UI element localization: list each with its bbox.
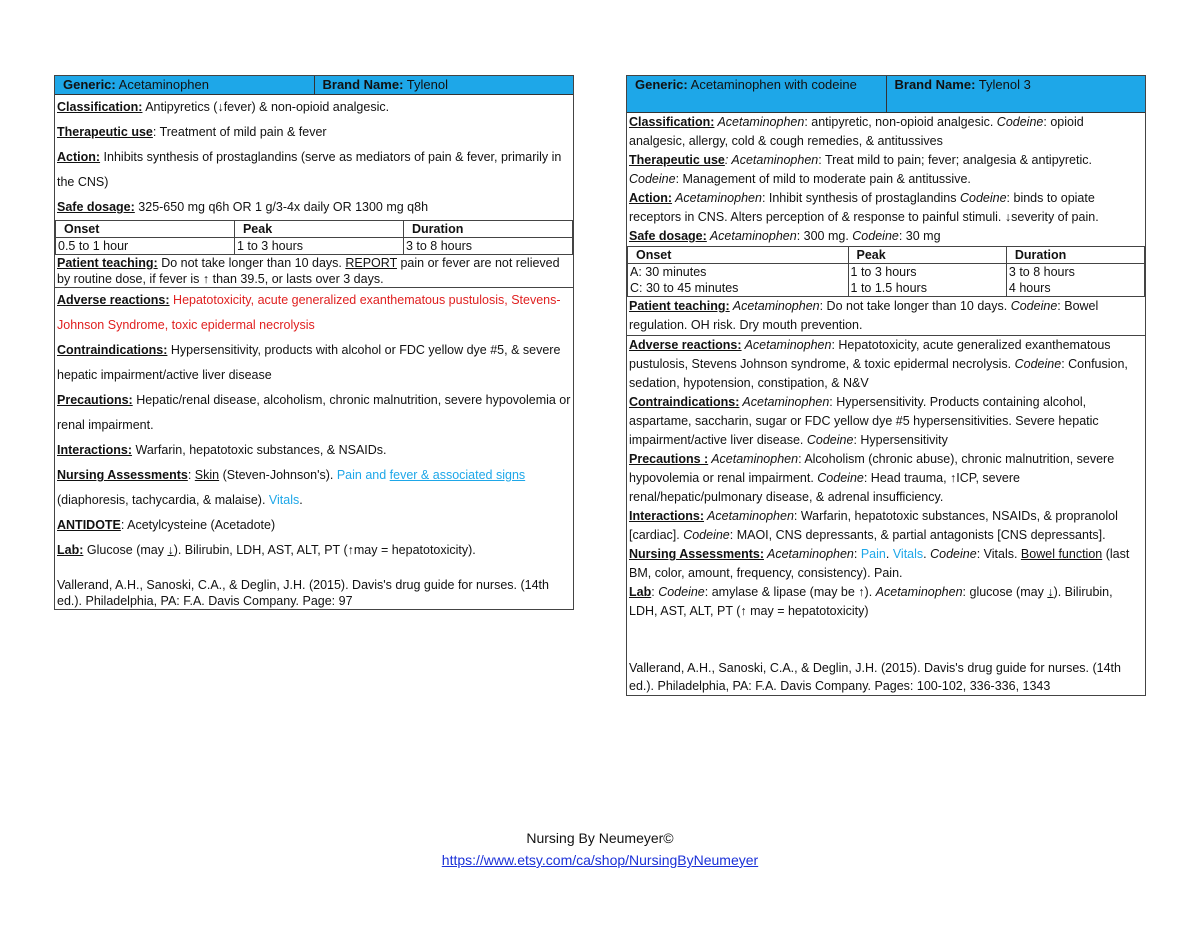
- nursing-assessments: Nursing Assessments: Acetaminophen: Pain. Vitals. Codeine: Vitals. Bowel function (last BM, color, amount, frequency, consistency). Pain.: [629, 547, 1130, 580]
- precautions: Precautions : Acetaminophen: Alcoholism (chronic abuse), chronic malnutrition, severe hypovolemia or renal impairment. Codeine: Head trauma, ↑ICP, severe renal/hepatic/pulmonary disease, & adrenal insufficiency.: [629, 452, 1115, 504]
- generic-name-cell: Generic: Acetaminophen with codeine: [635, 77, 857, 92]
- footer-shop-link[interactable]: https://www.etsy.com/ca/shop/NursingByNeumeyer: [441, 852, 759, 868]
- safe-dosage: Safe dosage: 325-650 mg q6h OR 1 g/3-4x daily OR 1300 mg q8h: [57, 200, 429, 214]
- lab: Lab: Glucose (may ↓). Bilirubin, LDH, AST, ALT, PT (↑may = hepatotoxicity).: [57, 543, 476, 557]
- peak-header: Peak: [234, 221, 403, 238]
- contraindications: Contraindications: Hypersensitivity, products with alcohol or FDC yellow dye #5, & severe hepatic impairment/active liver disease: [57, 343, 561, 382]
- drug-card-acetaminophen: [54, 75, 574, 610]
- therapeutic-use: Therapeutic use: Acetaminophen: Treat mild to pain; fever; analgesia & antipyretic. Codeine: Management of mild to moderate pain & antitussive.: [629, 153, 1092, 186]
- action: Action: Acetaminophen: Inhibit synthesis of prostaglandins Codeine: binds to opiate receptors in CNS. Alters perception of & response to painful stimuli. ↓severity of pain.: [629, 191, 1099, 224]
- brand-name-cell: Brand Name: Tylenol 3: [886, 76, 1146, 112]
- citation: Vallerand, A.H., Sanoski, C.A., & Deglin, J.H. (2015). Davis's drug guide for nurses. (14th ed.). Philadelphia, PA: F.A. Davis Company. Page: 97: [57, 578, 549, 608]
- brand-name-cell: Brand Name: Tylenol: [314, 76, 574, 94]
- adverse-reactions: Adverse reactions: Hepatotoxicity, acute generalized exanthematous pustulosis, Stevens-Johnson Syndrome, toxic epidermal necrolysis: [57, 293, 561, 332]
- interactions: Interactions: Warfarin, hepatotoxic substances, & NSAIDs.: [57, 443, 387, 457]
- footer-author: Nursing By Neumeyer©: [526, 830, 674, 846]
- table-row: 0.5 to 1 hour 1 to 3 hours 3 to 8 hours: [56, 238, 573, 255]
- safe-dosage: Safe dosage: Acetaminophen: 300 mg. Codeine: 30 mg: [629, 229, 941, 243]
- therapeutic-use: Therapeutic use: Treatment of mild pain & fever: [57, 125, 327, 139]
- drug-card-acetaminophen-codeine: [626, 75, 1146, 696]
- generic-name-cell: Generic: Acetaminophen: [63, 77, 209, 92]
- onset-header: Onset: [56, 221, 235, 238]
- action: Action: Inhibits synthesis of prostaglandins (serve as mediators of pain & fever, primarily in the CNS): [57, 150, 562, 189]
- peak-header: Peak: [848, 247, 1006, 264]
- onset-peak-duration-table: [627, 246, 1145, 297]
- duration-header: Duration: [403, 221, 572, 238]
- card-header: [55, 76, 573, 95]
- patient-teaching: Patient teaching: Acetaminophen: Do not take longer than 10 days. Codeine: Bowel regulation. OH risk. Dry mouth prevention.: [629, 299, 1099, 332]
- nursing-assessments: Nursing Assessments: Skin (Steven-Johnson's). Pain and fever & associated signs (diaphoresis, tachycardia, & malaise). Vitals.: [57, 468, 526, 507]
- classification: Classification: Acetaminophen: antipyretic, non-opioid analgesic. Codeine: opioid analgesic, allergy, cold & cough remedies, & antitussives: [629, 115, 1084, 148]
- onset-header: Onset: [628, 247, 849, 264]
- card-body-lower: [55, 255, 573, 609]
- adverse-reactions: Adverse reactions: Acetaminophen: Hepatotoxicity, acute generalized exanthematous pustulosis, Stevens Johnson syndrome, & toxic epidermal necrolysis. Codeine: Confusion, sedation, hypotension, constipation, & N&V: [629, 338, 1128, 390]
- lab: Lab: Codeine: amylase & lipase (may be ↑). Acetaminophen: glucose (may ↓). Bilirubin, LDH, AST, ALT, PT (↑ may = hepatotoxicity): [629, 585, 1113, 618]
- interactions: Interactions: Acetaminophen: Warfarin, hepatotoxic substances, NSAIDs, & propranolol [cardiac]. Codeine: MAOI, CNS depressants, & partial antagonists [CNS depressants].: [629, 509, 1118, 542]
- card-header: [627, 76, 1145, 113]
- table-row: A: 30 minutes C: 30 to 45 minutes 1 to 3 hours 1 to 1.5 hours 3 to 8 hours 4 hours: [628, 264, 1145, 297]
- table-header-row: [56, 221, 573, 238]
- onset-peak-duration-table: [55, 220, 573, 255]
- antidote: ANTIDOTE: Acetylcysteine (Acetadote): [57, 518, 276, 532]
- precautions: Precautions: Hepatic/renal disease, alcoholism, chronic malnutrition, severe hypovolemia or renal impairment.: [57, 393, 571, 432]
- citation: Vallerand, A.H., Sanoski, C.A., & Deglin, J.H. (2015). Davis's drug guide for nurses. (14th ed.). Philadelphia, PA: F.A. Davis Company. Pages: 100-102, 336-336, 1343: [629, 661, 1121, 693]
- contraindications: Contraindications: Acetaminophen: Hypersensitivity. Products containing alcohol, aspartame, saccharin, sugar or FDC yellow dye #5 hypersensitivities. Severe hepatic impairment/active liver disease. Codeine: Hypersensitivity: [629, 395, 1099, 447]
- card-body: [55, 95, 573, 220]
- table-header-row: [628, 247, 1145, 264]
- patient-teaching: Patient teaching: Do not take longer than 10 days. REPORT pain or fever are not relieved by routine dose, if fever is ↑ than 39.5, or lasts over 3 days.: [57, 256, 560, 286]
- card-body-lower: [627, 297, 1145, 695]
- duration-header: Duration: [1006, 247, 1144, 264]
- card-body: [627, 113, 1145, 246]
- classification: Classification: Antipyretics (↓fever) & non-opioid analgesic.: [57, 100, 390, 114]
